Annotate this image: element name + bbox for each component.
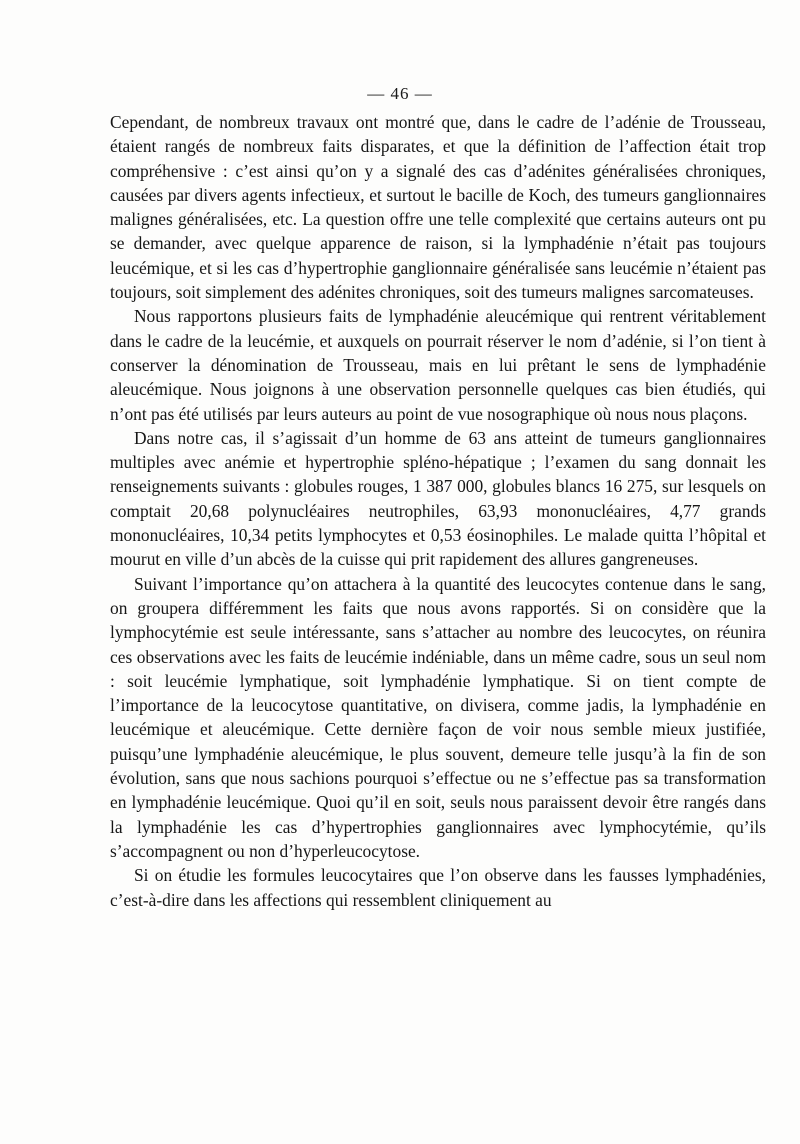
- page-number: — 46 —: [367, 84, 433, 103]
- paragraph-1: Cependant, de nombreux travaux ont montré que, dans le cadre de l’adénie de Trousseau, étaient rangés de nombreux faits disparates, et que la définition de l’affection était trop compréhensive : c’est ainsi qu’on y a signalé des cas d’adénites généralisées chroniques, causées par divers agents infectieux, et surtout le bacille de Koch, des tumeurs ganglionnaires malignes généralisées, etc. La question offre une telle complexité que certains auteurs ont pu se demander, avec quelque apparence de raison, si la lymphadénie n’était pas toujours leucémique, et si les cas d’hypertrophie ganglionnaire généralisée sans leucémie n’étaient pas toujours, soit simplement des adénites chroniques, soit des tumeurs malignes sarcomateuses.: [110, 112, 766, 303]
- paragraph-5: Si on étudie les formules leucocytaires que l’on observe dans les fausses lymphadénies, c’est-à-dire dans les affections qui ressemblent cliniquement au: [110, 865, 766, 910]
- paragraph-2: Nous rapportons plusieurs faits de lymphadénie aleucémique qui rentrent véritablement dans le cadre de la leucémie, et auxquels on pourrait réserver le nom d’adénie, si l’on tient à conserver la dénomination de Trousseau, mais en lui prêtant le sens de lymphadénie aleucémique. Nous joignons à une observation personnelle quelques cas bien étudiés, qui n’ont pas été utilisés par leurs auteurs au point de vue nosographique où nous nous plaçons.: [110, 306, 766, 424]
- paragraph-3: Dans notre cas, il s’agissait d’un homme de 63 ans atteint de tumeurs ganglionnaires multiples avec anémie et hypertrophie spléno-hépatique ; l’examen du sang donnait les renseignements suivants : globules rouges, 1 387 000, globules blancs 16 275, sur lesquels on comptait 20,68 polynucléaires neutrophiles, 63,93 mononucléaires, 4,77 grands mononucléaires, 10,34 petits lymphocytes et 0,53 éosinophiles. Le malade quitta l’hôpital et mourut en ville d’un abcès de la cuisse qui prit rapidement des allures gangreneuses.: [110, 427, 766, 570]
- paragraph-4: Suivant l’importance qu’on attachera à la quantité des leucocytes contenue dans le sang, on groupera différemment les faits que nous avons rapportés. Si on considère que la lymphocytémie est seule intéressante, sans s’attacher au nombre des leucocytes, on réunira ces observations avec les faits de leucémie indéniable, dans un même cadre, sous un seul nom : soit leucémie lymphatique, soit lymphadénie lymphatique. Si on tient compte de l’importance de la leucocytose quantitative, on divisera, comme jadis, la lymphadénie en leucémique et aleucémique. Cette dernière façon de voir nous semble mieux justifiée, puisqu’une lymphadénie aleucémique, le plus souvent, demeure telle jusqu’à la fin de son évolution, sans que nous sachions pourquoi s’effectue ou ne s’effectue pas sa transformation en lymphadénie leucémique. Quoi qu’il en soit, seuls nous paraissent devoir être rangés dans la lymphadénie les cas d’hypertrophies ganglionnaires avec lymphocytémie, qu’ils s’accompagnent ou non d’hyperleucocytose.: [110, 573, 766, 861]
- body-text: [110, 110, 766, 912]
